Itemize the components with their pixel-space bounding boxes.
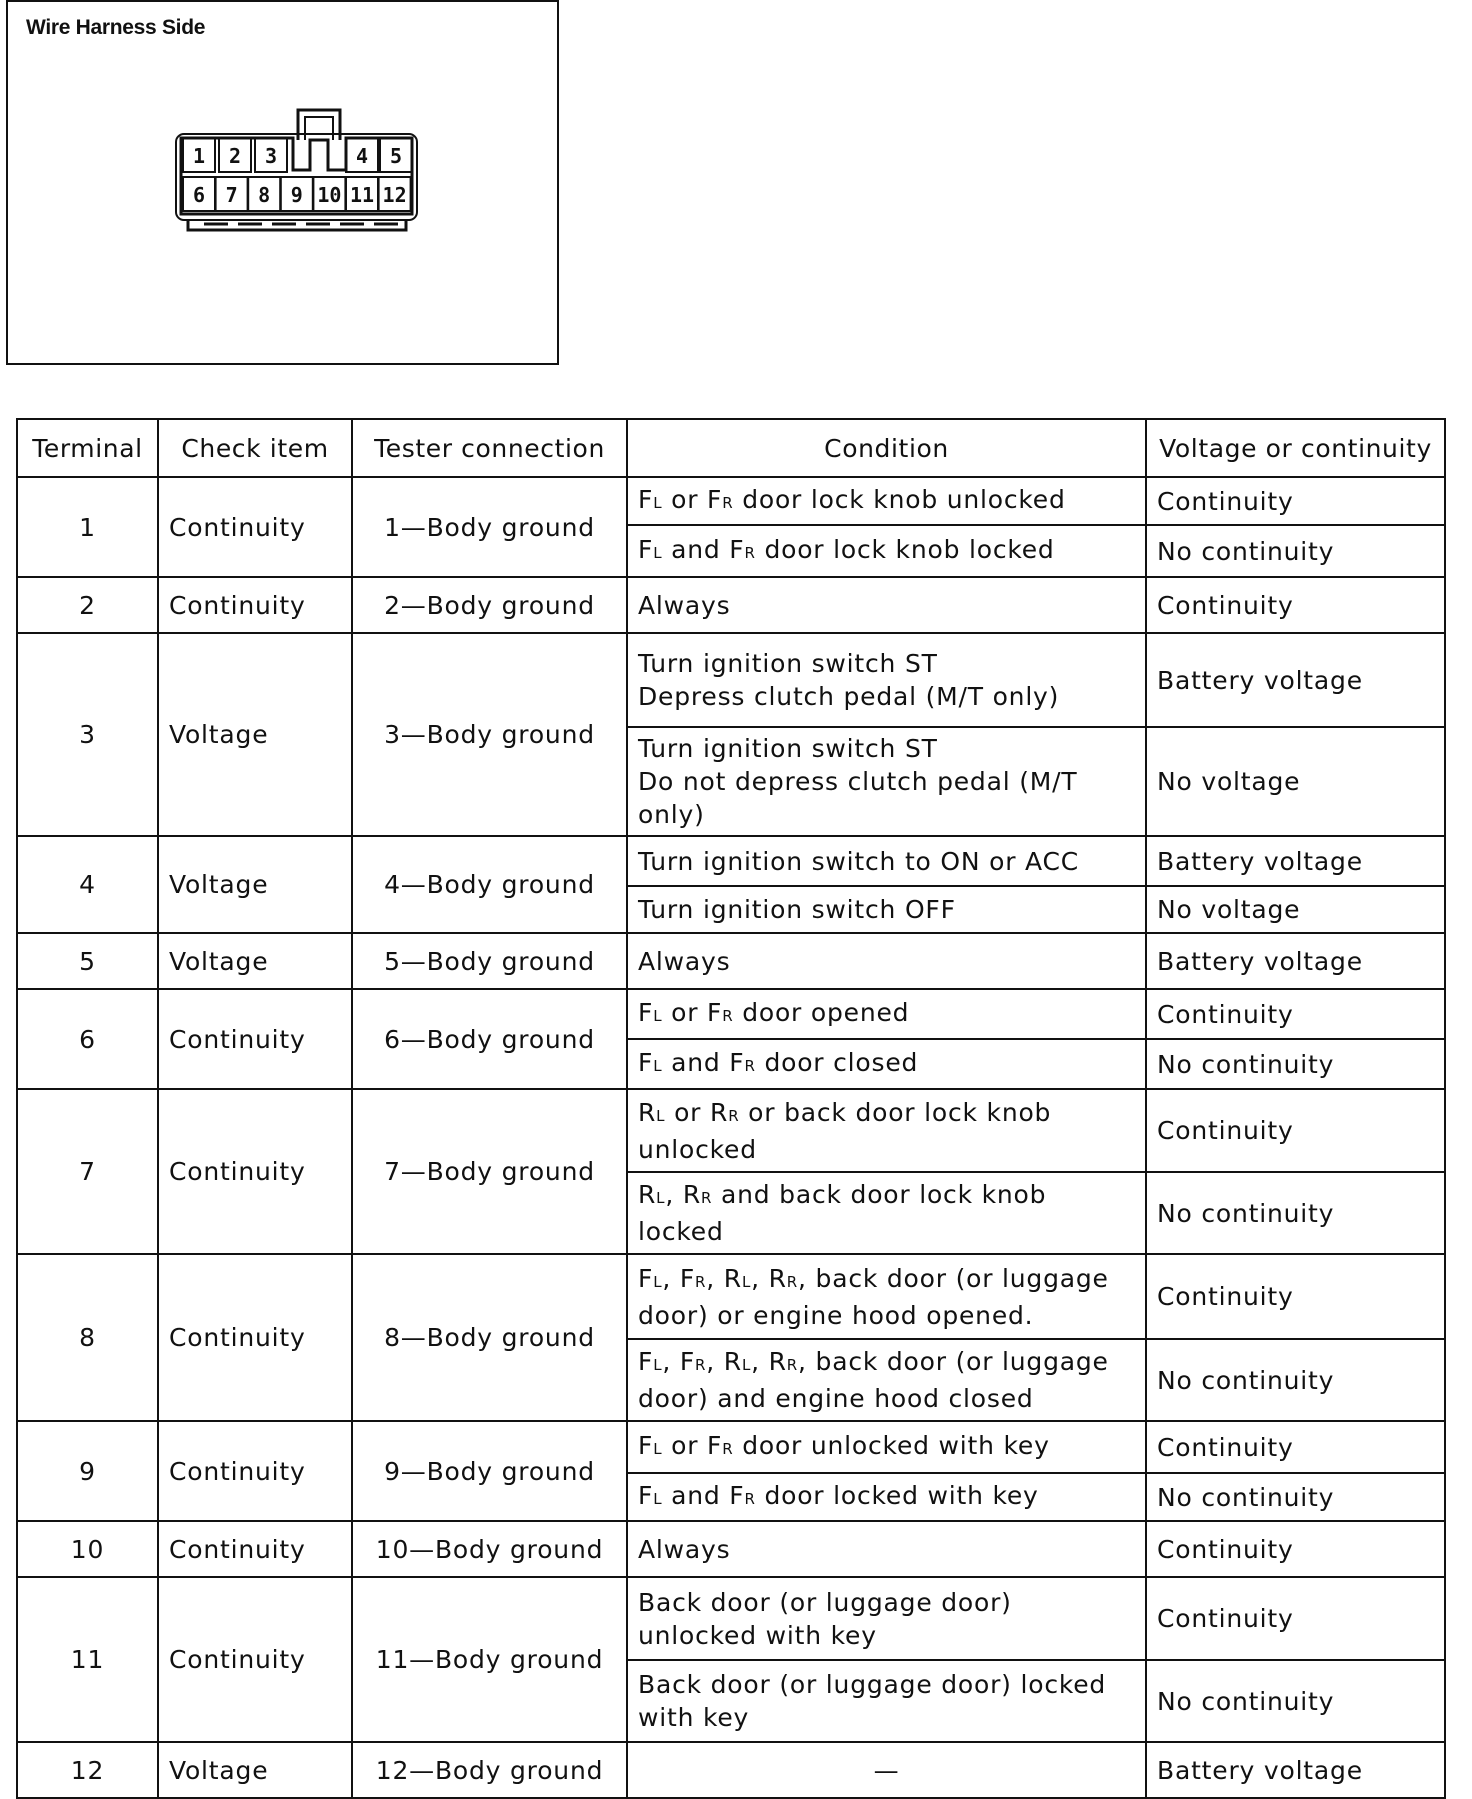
tester-connection-cell: 11—Body ground xyxy=(352,1577,627,1742)
pin-9: 9 xyxy=(290,183,303,207)
tester-connection-cell: 1—Body ground xyxy=(352,477,627,577)
condition-cell: Always xyxy=(627,577,1146,633)
terminal-cell: 6 xyxy=(17,989,158,1089)
check-item-cell: Continuity xyxy=(158,1089,352,1254)
check-item-cell: Voltage xyxy=(158,1742,352,1798)
tester-connection-cell: 6—Body ground xyxy=(352,989,627,1089)
pin-3: 3 xyxy=(264,144,278,168)
header-check-item: Check item xyxy=(158,419,352,477)
pin-10: 10 xyxy=(317,183,342,207)
condition-cell: Always xyxy=(627,933,1146,989)
condition-cell: RL, RR and back door lock knob locked xyxy=(627,1172,1146,1254)
result-cell: Battery voltage xyxy=(1146,1742,1445,1798)
table-row xyxy=(17,1577,1445,1660)
result-cell: No continuity xyxy=(1146,525,1445,577)
check-item-cell: Voltage xyxy=(158,933,352,989)
condition-cell: RL or RR or back door lock knob unlocked xyxy=(627,1089,1146,1172)
result-cell: No continuity xyxy=(1146,1172,1445,1254)
table-row xyxy=(17,477,1445,525)
header-condition: Condition xyxy=(627,419,1146,477)
terminal-cell: 2 xyxy=(17,577,158,633)
condition-cell: Turn ignition switch OFF xyxy=(627,886,1146,933)
result-cell: Continuity xyxy=(1146,577,1445,633)
terminal-cell: 10 xyxy=(17,1521,158,1577)
pin-5: 5 xyxy=(389,144,403,168)
pin-4: 4 xyxy=(355,144,369,168)
check-item-cell: Continuity xyxy=(158,1577,352,1742)
condition-cell: Always xyxy=(627,1521,1146,1577)
condition-cell: FL, FR, RL, RR, back door (or luggage door) and engine hood closed xyxy=(627,1339,1146,1421)
table-row xyxy=(17,1254,1445,1339)
connector-diagram xyxy=(168,102,428,262)
condition-cell: FL and FR door locked with key xyxy=(627,1473,1146,1521)
terminal-cell: 11 xyxy=(17,1577,158,1742)
result-cell: No continuity xyxy=(1146,1660,1445,1742)
check-item-cell: Continuity xyxy=(158,577,352,633)
check-item-cell: Voltage xyxy=(158,836,352,933)
check-item-cell: Voltage xyxy=(158,633,352,836)
pin-2: 2 xyxy=(228,144,242,168)
pin-1: 1 xyxy=(192,144,206,168)
terminal-cell: 3 xyxy=(17,633,158,836)
tester-connection-cell: 3—Body ground xyxy=(352,633,627,836)
table-row xyxy=(17,933,1445,989)
tester-connection-cell: 8—Body ground xyxy=(352,1254,627,1421)
table-row xyxy=(17,1421,1445,1473)
wire-harness-panel xyxy=(6,0,559,365)
terminal-cell: 8 xyxy=(17,1254,158,1421)
result-cell: No continuity xyxy=(1146,1339,1445,1421)
header-voltage-or-continuity: Voltage or continuity xyxy=(1146,419,1445,477)
table-row xyxy=(17,1742,1445,1798)
condition-cell: Back door (or luggage door) unlocked with key xyxy=(627,1577,1146,1660)
tester-connection-cell: 5—Body ground xyxy=(352,933,627,989)
check-item-cell: Continuity xyxy=(158,477,352,577)
terminal-cell: 4 xyxy=(17,836,158,933)
header-tester-connection: Tester connection xyxy=(352,419,627,477)
condition-cell: FL and FR door lock knob locked xyxy=(627,525,1146,577)
table-row xyxy=(17,577,1445,633)
result-cell: Continuity xyxy=(1146,1089,1445,1172)
result-cell: Continuity xyxy=(1146,1521,1445,1577)
check-item-cell: Continuity xyxy=(158,1421,352,1521)
result-cell: No voltage xyxy=(1146,727,1445,836)
result-cell: No voltage xyxy=(1146,886,1445,933)
result-cell: Battery voltage xyxy=(1146,933,1445,989)
condition-cell: FL or FR door lock knob unlocked xyxy=(627,477,1146,525)
terminal-cell: 12 xyxy=(17,1742,158,1798)
result-cell: Continuity xyxy=(1146,1577,1445,1660)
terminal-cell: 7 xyxy=(17,1089,158,1254)
table-row xyxy=(17,1089,1445,1172)
table-header-row xyxy=(17,419,1445,477)
table-row xyxy=(17,633,1445,727)
terminal-cell: 1 xyxy=(17,477,158,577)
check-item-cell: Continuity xyxy=(158,989,352,1089)
result-cell: Continuity xyxy=(1146,1254,1445,1339)
pin-7: 7 xyxy=(225,183,238,207)
check-item-cell: Continuity xyxy=(158,1254,352,1421)
condition-cell: FL or FR door unlocked with key xyxy=(627,1421,1146,1473)
condition-cell: Turn ignition switch ST Depress clutch pedal (M/T only) xyxy=(627,633,1146,727)
condition-cell: FL or FR door opened xyxy=(627,989,1146,1039)
result-cell: No continuity xyxy=(1146,1473,1445,1521)
condition-cell: Turn ignition switch to ON or ACC xyxy=(627,836,1146,886)
condition-cell: FL and FR door closed xyxy=(627,1039,1146,1089)
result-cell: Continuity xyxy=(1146,989,1445,1039)
terminal-cell: 9 xyxy=(17,1421,158,1521)
tester-connection-cell: 4—Body ground xyxy=(352,836,627,933)
tester-connection-cell: 12—Body ground xyxy=(352,1742,627,1798)
condition-cell: Back door (or luggage door) locked with key xyxy=(627,1660,1146,1742)
result-cell: No continuity xyxy=(1146,1039,1445,1089)
condition-cell: FL, FR, RL, RR, back door (or luggage door) or engine hood opened. xyxy=(627,1254,1146,1339)
pin-11: 11 xyxy=(349,183,375,207)
pin-6: 6 xyxy=(192,183,206,207)
terminal-cell: 5 xyxy=(17,933,158,989)
check-item-cell: Continuity xyxy=(158,1521,352,1577)
result-cell: Battery voltage xyxy=(1146,633,1445,727)
condition-cell: — xyxy=(627,1742,1146,1798)
result-cell: Continuity xyxy=(1146,1421,1445,1473)
result-cell: Continuity xyxy=(1146,477,1445,525)
tester-connection-cell: 10—Body ground xyxy=(352,1521,627,1577)
result-cell: Battery voltage xyxy=(1146,836,1445,886)
tester-connection-cell: 9—Body ground xyxy=(352,1421,627,1521)
tester-connection-cell: 7—Body ground xyxy=(352,1089,627,1254)
table-row xyxy=(17,1521,1445,1577)
table-row xyxy=(17,989,1445,1039)
terminal-spec-table xyxy=(16,418,1446,1799)
pin-12: 12 xyxy=(382,183,407,207)
pin-8: 8 xyxy=(258,183,271,207)
tester-connection-cell: 2—Body ground xyxy=(352,577,627,633)
wire-harness-title: Wire Harness Side xyxy=(26,16,206,39)
condition-cell: Turn ignition switch ST Do not depress clutch pedal (M/T only) xyxy=(627,727,1146,836)
table-row xyxy=(17,836,1445,886)
header-terminal: Terminal xyxy=(17,419,158,477)
